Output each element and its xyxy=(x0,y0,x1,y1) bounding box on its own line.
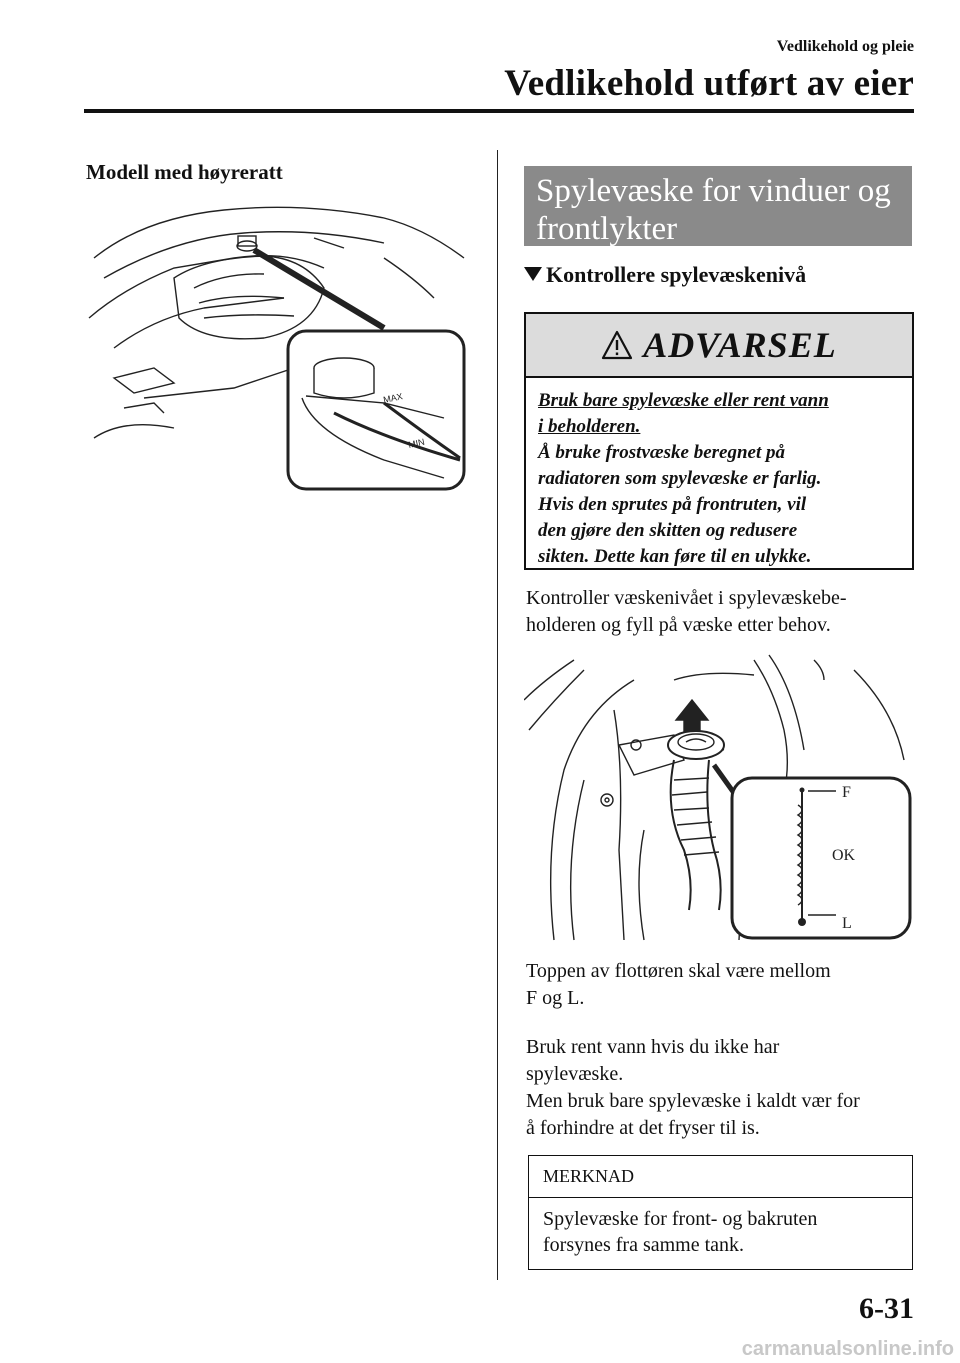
note-title: MERKNAD xyxy=(529,1156,912,1198)
level-mark-ok: OK xyxy=(832,847,856,864)
left-figure-caption: Modell med høyreratt xyxy=(86,160,283,184)
washer-reservoir-illustration xyxy=(524,650,914,945)
section-title: Spylevæske for vinduer og frontlykter xyxy=(524,166,912,246)
triangle-bullet-icon xyxy=(524,267,542,281)
paragraph-float-level: Toppen av flottøren skal være mellom F og L. xyxy=(526,960,831,1009)
max-mark-label: MAX xyxy=(382,391,404,405)
chapter-subtitle: Vedlikehold og pleie xyxy=(776,38,914,55)
subheading: Kontrollere spylevæskenivå xyxy=(524,262,806,288)
min-mark-label: MIN xyxy=(407,436,426,450)
engine-bay-illustration xyxy=(84,198,470,494)
chapter-title: Vedlikehold utført av eier xyxy=(504,63,914,104)
warning-header xyxy=(526,314,912,378)
warning-title: ADVARSEL xyxy=(643,325,837,365)
warning-box xyxy=(524,312,914,570)
note-box xyxy=(528,1155,913,1270)
warning-text: Bruk bare spylevæske eller rent vann i beholderen. Å bruke frostvæske beregnet på radiatoren som spylevæske er farlig. Hvis den sprutes på frontruten, vil den gjøre den skitten og redusere sikten. Dette kan føre til en ulykke. xyxy=(538,390,829,567)
paragraph-check-level: Kontroller væskenivået i spylevæskebe- holderen og fyll på væske etter behov. xyxy=(526,587,847,636)
page-number: 6-31 xyxy=(859,1292,914,1325)
note-text: Spylevæske for front- og bakruten forsynes fra samme tank. xyxy=(543,1208,818,1256)
warning-triangle-icon xyxy=(601,330,633,360)
paragraph-clean-water: Bruk rent vann hvis du ikke har spylevæske. Men bruk bare spylevæske i kaldt vær for å forhindre at det fryser til is. xyxy=(526,1036,860,1139)
column-divider xyxy=(497,150,498,1280)
level-mark-f: F xyxy=(842,784,851,801)
watermark: carmanualsonline.info xyxy=(741,1338,954,1360)
level-mark-l: L xyxy=(842,915,852,932)
header-rule xyxy=(84,109,914,113)
